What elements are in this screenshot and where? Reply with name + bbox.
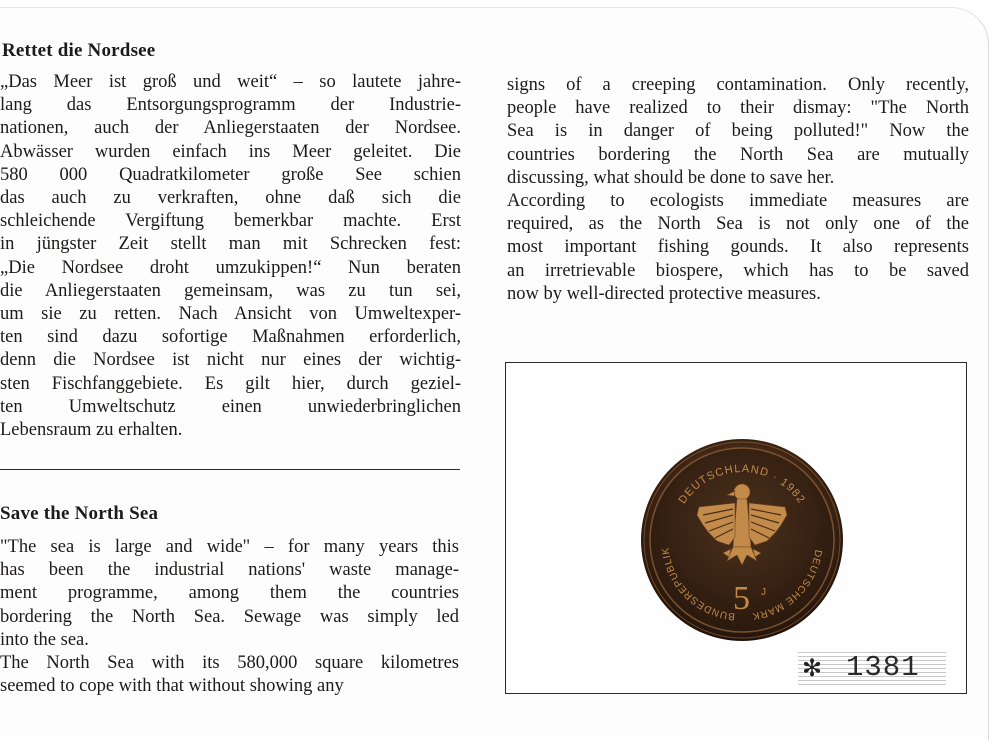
english-text-left [0,536,459,698]
text-line: ten Umweltschutz einen unwiederbringlichen [0,396,461,417]
serial-number: 1381 [846,651,920,684]
text-line: an irretrievable biospere, which has to be saved [507,260,969,281]
coin-frame [505,362,967,694]
text-line: According to ecologists immediate measures are [507,191,969,212]
text-line: now by well-directed protective measures. [507,283,821,304]
text-line: Abwässer wurden einfach ins Meer geleitet. Die [0,141,461,162]
coin-mint-mark: J [761,587,766,598]
text-line: has been the industrial nations' waste manage- [0,560,459,581]
text-line: denn die Nordsee ist nicht nur eines der wichtig- [0,350,461,371]
text-line: Lebensraum zu erhalten. [0,420,183,441]
coin-image [639,437,845,643]
text-line: die Anliegerstaaten gemeinsam, was zu tun sei, [0,280,461,301]
text-line: 580 000 Quadratkilometer große See schien [0,164,461,185]
coin-left-inscription: BUNDESREPUBLIK [660,546,736,622]
text-line: das auch zu verkraften, ohne daß sich die [0,188,461,209]
text-line: „Das Meer ist groß und weit“ – so lautete jahre- [0,72,461,92]
text-line: Sea is in danger of being polluted!" Now the [507,121,969,142]
text-line: most important fishing gounds. It also represents [507,237,969,258]
text-line: discussing, what should be done to save her. [507,167,835,188]
text-line: people have realized to their dismay: "The North [507,98,969,119]
text-line: nationen, auch der Anliegerstaaten der Nordsee. [0,118,461,139]
text-line: ten sind dazu sofortige Maßnahmen erforderlich, [0,327,461,348]
text-line: required, as the North Sea is not only one of the [507,214,969,235]
coin-denomination: 5 [733,580,750,617]
english-heading: Save the North Sea [0,503,159,524]
text-line: ment programme, among them the countries [0,583,459,604]
text-line: The North Sea with its 580,000 square kilometres [0,653,459,674]
text-line: seemed to cope with that without showing any [0,676,344,697]
serial-number-box [798,649,946,685]
text-line: sten Fischfanggebiete. Es gilt hier, durch geziel- [0,373,461,394]
text-line: „Die Nordsee droht umzukippen!“ Nun beraten [0,257,461,278]
section-divider [0,469,460,470]
text-line: um sie zu retten. Nach Ansicht von Umweltexper- [0,304,461,325]
coin-top-inscription: DEUTSCHLAND · 1982 [676,462,808,507]
text-line: countries bordering the North Sea are mutually [507,144,969,165]
text-line: "The sea is large and wide" – for many years this [0,537,459,557]
english-text-right [507,74,969,306]
text-line: bordering the North Sea. Sewage was simply led [0,606,459,627]
text-line: into the sea. [0,629,89,650]
german-heading: Rettet die Nordsee [2,40,156,61]
text-line: signs of a creeping contamination. Only recently, [507,75,969,95]
text-line: lang das Entsorgungsprogramm der Industrie- [0,95,461,116]
text-line: schleichende Vergiftung bemerkbar machte. Erst [0,211,461,232]
text-line: in jüngster Zeit stellt man mit Schrecken fest: [0,234,461,255]
asterisk-icon: ✻ [802,654,823,682]
coin-right-inscription: DEUTSCHE MARK [750,548,824,622]
german-text [0,71,461,442]
